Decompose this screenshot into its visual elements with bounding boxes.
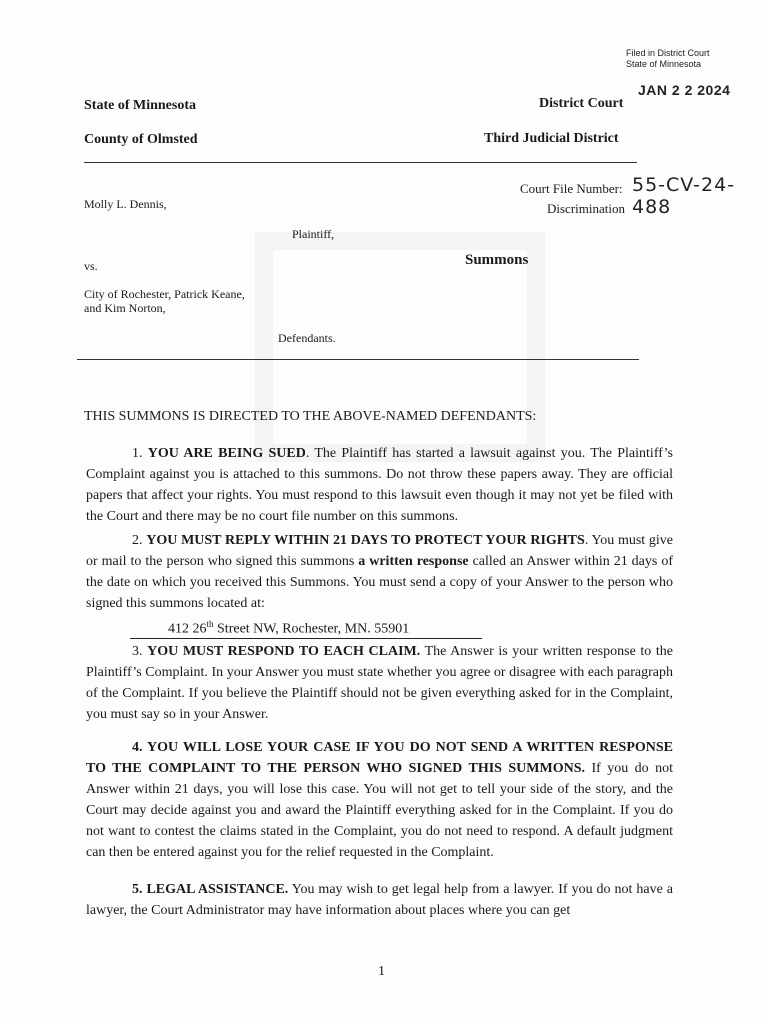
p5-heading: 5. LEGAL ASSISTANCE. <box>132 882 289 897</box>
paragraph-3 <box>86 641 673 725</box>
caption-court: District Court <box>539 96 624 111</box>
page-number: 1 <box>378 964 385 979</box>
paragraph-4 <box>86 737 673 863</box>
defendants-role: Defendants. <box>278 331 336 345</box>
p3-number: 3. <box>132 644 148 659</box>
address-sup: th <box>206 619 214 629</box>
caption-district: Third Judicial District <box>484 131 619 146</box>
filing-stamp-line1: Filed in District Court <box>626 48 710 58</box>
caption-state: State of Minnesota <box>84 98 196 113</box>
plaintiff-role: Plaintiff, <box>292 227 335 241</box>
versus-label: vs. <box>84 259 98 273</box>
address-post: Street NW, Rochester, MN. 55901 <box>213 621 410 637</box>
paragraph-2 <box>86 530 673 614</box>
court-file-number-handwritten: 55-CV-24-488 <box>632 174 736 218</box>
caption-county: County of Olmsted <box>84 132 198 147</box>
paragraph-1 <box>86 443 673 527</box>
p3-heading: YOU MUST RESPOND TO EACH CLAIM. <box>147 644 421 659</box>
filing-stamp <box>626 48 710 70</box>
p1-text: . The Plaintiff has started a lawsuit against you. The Plaintiff’s Complaint against you is attached to this summons. Do not throw these papers away. They are official papers that affect your rights. You must respond to this lawsuit even though it may not yet be filed with the Court and there may be no court file number on this summons. <box>86 446 674 524</box>
caption-bottom-rule <box>77 359 639 360</box>
court-file-number-label: Court File Number: <box>520 181 623 196</box>
plaintiff-name: Molly L. Dennis, <box>84 197 167 211</box>
p4-text: If you do not Answer within 21 days, you will lose this case. You will not get to tell your side of the story, and the Court may decide against you and award the Plaintiff everything asked for in the Complaint. If you do not want to contest the claims stated in the Complaint, you do not need to respond. A default judgment can then be entered against you for the relief requested in the Complaint. <box>86 761 673 860</box>
address-line <box>130 616 482 639</box>
p2-number: 2. <box>132 533 147 548</box>
address-pre: 412 26 <box>168 621 207 637</box>
document-title: Summons <box>465 252 529 268</box>
filing-stamp-date: JAN 2 2 2024 <box>638 82 731 98</box>
p4-heading: 4. YOU WILL LOSE YOUR CASE IF YOU DO NOT SEND A WRITTEN RESPONSE TO THE COMPLAINT TO THE PERSON WHO SIGNED THIS SUMMONS. <box>86 740 673 776</box>
paragraph-5 <box>86 879 673 921</box>
directed-heading: THIS SUMMONS IS DIRECTED TO THE ABOVE-NAMED DEFENDANTS: <box>84 409 537 424</box>
p2-bold-phrase: a written response <box>358 554 469 569</box>
p3-text: The Answer is your written response to the Plaintiff’s Complaint. In your Answer you must state whether you agree or disagree with each paragraph of the Complaint. If you believe the Plaintiff should not be given everything asked for in the Complaint, you must say so in your Answer. <box>86 644 674 722</box>
p2-text-b: called an Answer within 21 days of the date on which you received this Summons. You must send a copy of your Answer to the person who signed this summons located at: <box>86 554 673 611</box>
defendants-line1: City of Rochester, Patrick Keane, <box>84 287 245 301</box>
p2-text-a: . You must give or mail to the person who signed this summons <box>86 533 674 569</box>
p1-number: 1. <box>132 446 148 461</box>
caption-top-rule <box>84 162 637 163</box>
defendants-line2: and Kim Norton, <box>84 301 166 315</box>
p2-heading: YOU MUST REPLY WITHIN 21 DAYS TO PROTECT YOUR RIGHTS <box>146 533 585 548</box>
p1-heading: YOU ARE BEING SUED <box>147 446 306 461</box>
case-type: Discrimination <box>547 201 625 216</box>
p5-text: You may wish to get legal help from a lawyer. If you do not have a lawyer, the Court Administrator may have information about places where you can get <box>86 882 673 918</box>
filing-stamp-line2: State of Minnesota <box>626 59 702 69</box>
